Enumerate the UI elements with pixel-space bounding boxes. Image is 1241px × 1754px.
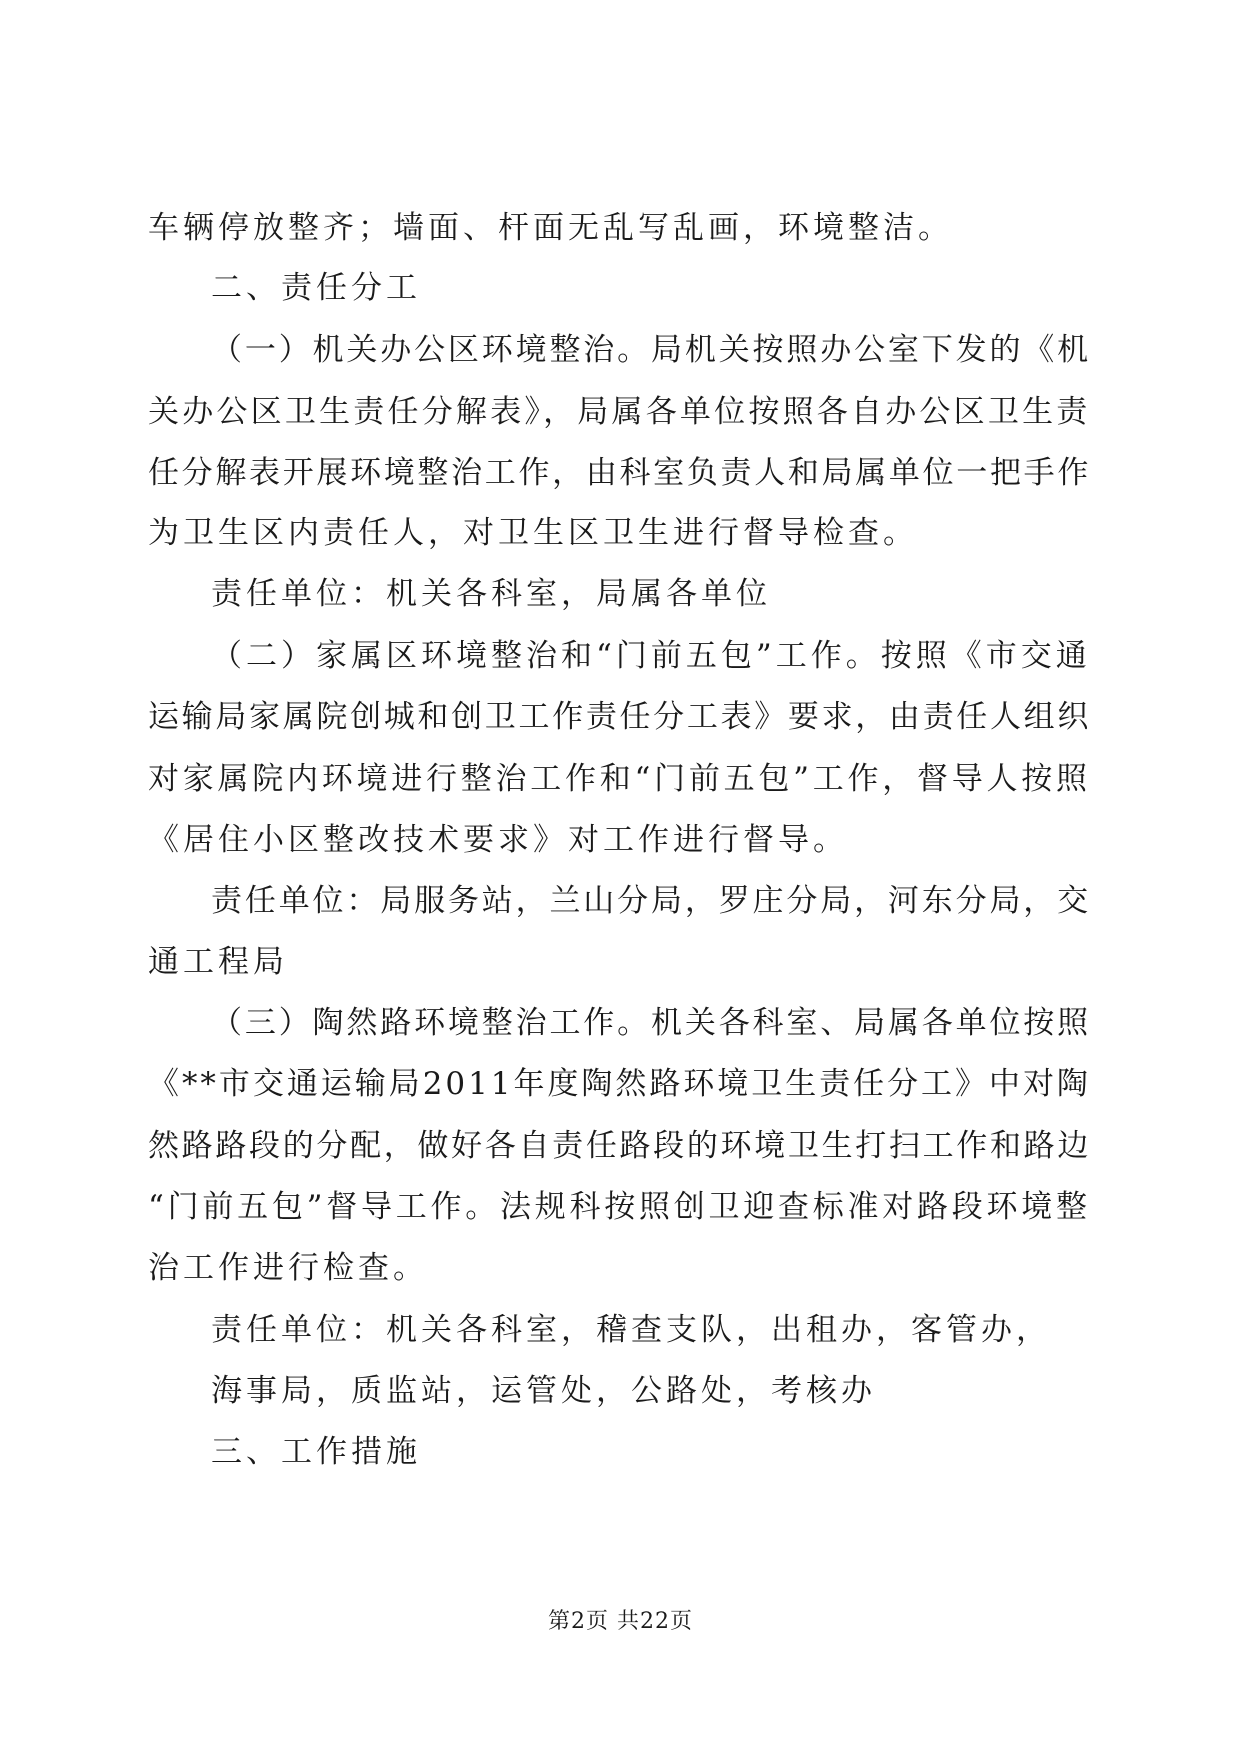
text-line: 为卫生区内责任人，对卫生区卫生进行督导检查。	[148, 515, 918, 551]
text-line: 然路路段的分配，做好各自责任路段的环境卫生打扫工作和路边	[148, 1128, 1091, 1164]
text-line: 责任单位：局服务站，兰山分局，罗庄分局，河东分局，交	[211, 883, 1091, 919]
text-line: “门前五包”督导工作。法规科按照创卫迎查标准对路段环境整	[148, 1189, 1091, 1225]
text-line: 责任单位：机关各科室，局属各单位	[211, 576, 771, 612]
text-line: 关办公区卫生责任分解表》，局属各单位按照各自办公区卫生责	[148, 394, 1091, 430]
text-line: 任分解表开展环境整治工作，由科室负责人和局属单位一把手作	[148, 455, 1091, 491]
page-number-footer: 第2页 共22页	[548, 1609, 693, 1634]
section-heading: 三、工作措施	[211, 1434, 421, 1470]
text-line: 《**市交通运输局2011年度陶然路环境卫生责任分工》中对陶	[148, 1066, 1091, 1102]
section-heading: 二、责任分工	[211, 270, 421, 306]
text-line: （一）机关办公区环境整治。局机关按照办公室下发的《机	[211, 332, 1091, 368]
text-line: （三）陶然路环境整治工作。机关各科室、局属各单位按照	[211, 1005, 1091, 1041]
text-line: 运输局家属院创城和创卫工作责任分工表》要求，由责任人组织	[148, 699, 1091, 735]
text-line: 《居住小区整改技术要求》对工作进行督导。	[148, 822, 848, 858]
text-line: 责任单位：机关各科室，稽查支队，出租办，客管办，	[211, 1312, 1051, 1348]
text-line: （二）家属区环境整治和“门前五包”工作。按照《市交通	[211, 638, 1091, 674]
text-line: 通工程局	[148, 944, 288, 980]
text-line: 车辆停放整齐；墙面、杆面无乱写乱画，环境整洁。	[148, 210, 953, 246]
text-line: 海事局，质监站，运管处，公路处，考核办	[211, 1373, 876, 1409]
text-line: 对家属院内环境进行整治工作和“门前五包”工作，督导人按照	[148, 761, 1091, 797]
text-line: 治工作进行检查。	[148, 1250, 428, 1286]
